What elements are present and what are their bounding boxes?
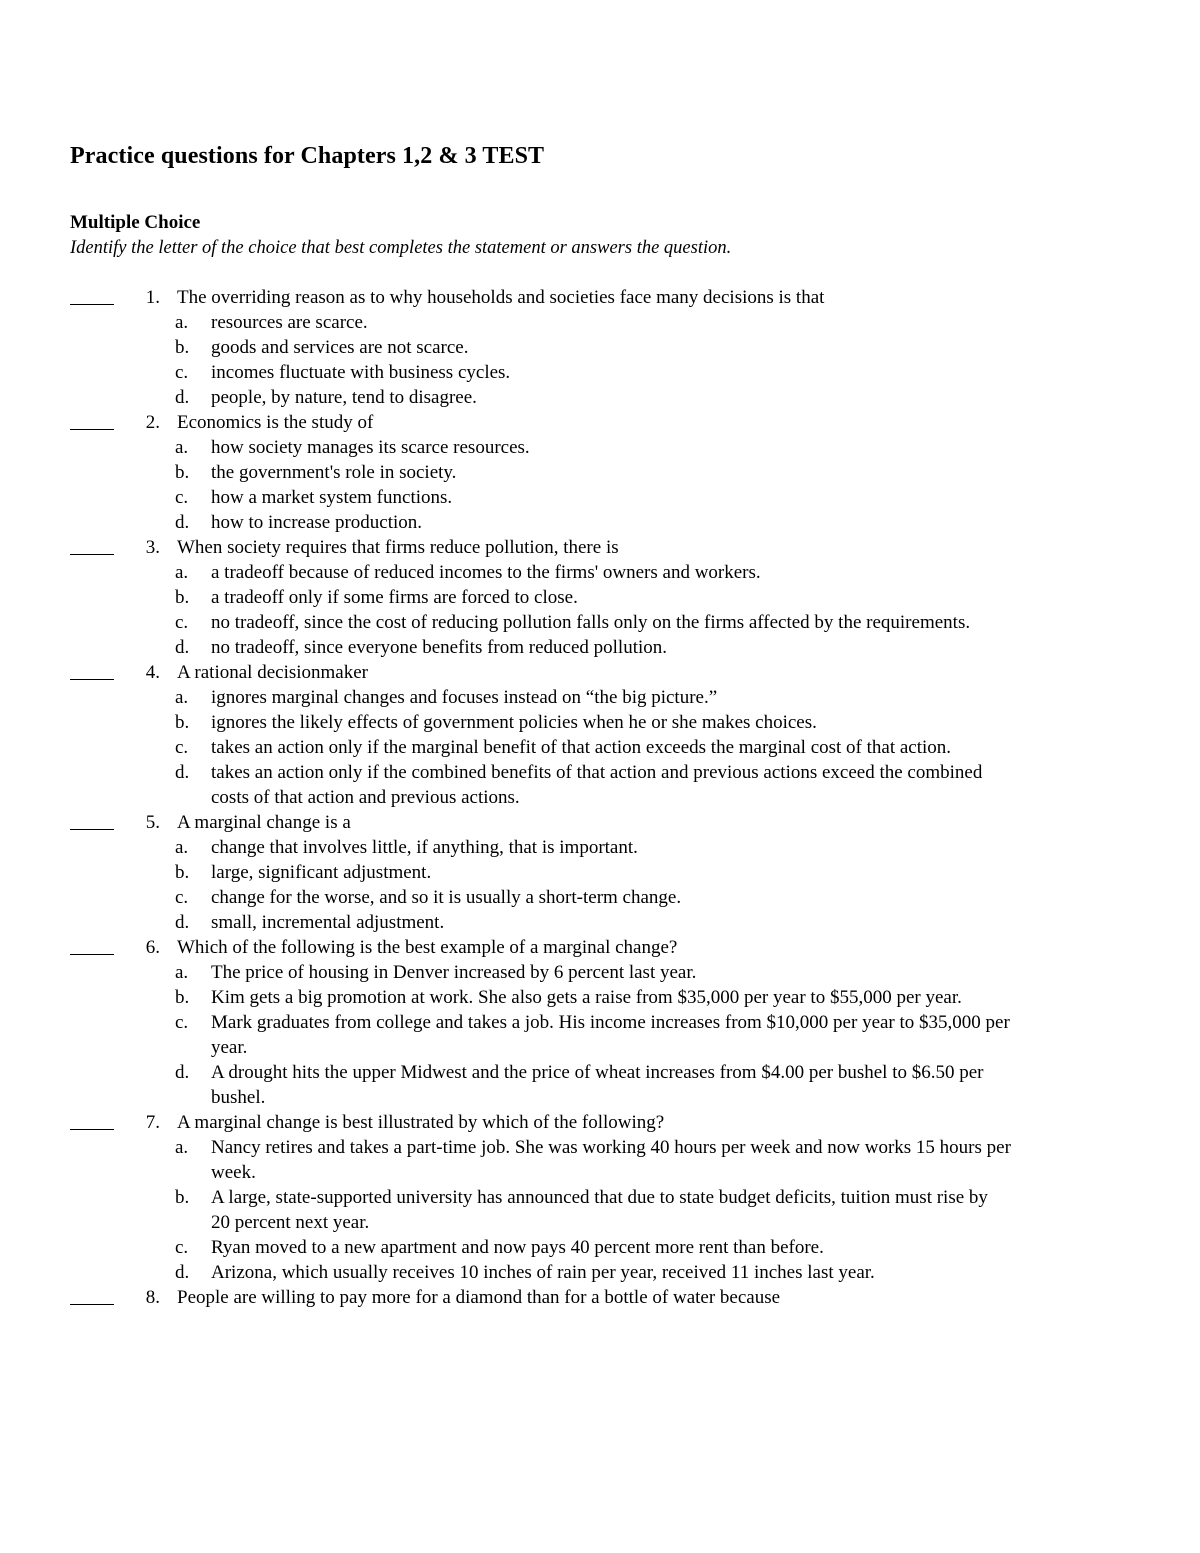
question-line: [0, 410, 1200, 435]
question-stem: Which of the following is the best example of a marginal change?: [177, 937, 678, 958]
option-text: the government's role in society.: [211, 462, 457, 483]
option-text: takes an action only if the marginal benefit of that action exceeds the marginal cost of that action.: [211, 737, 952, 758]
answer-option: [0, 385, 1200, 410]
question-line: [0, 935, 1200, 960]
question-number: 3.: [145, 537, 160, 558]
answer-option: [0, 485, 1200, 510]
question-5: [0, 810, 1200, 935]
answer-blank[interactable]: [70, 1129, 114, 1130]
answer-option: [0, 435, 1200, 460]
answer-option: [0, 635, 1200, 660]
option-letter: c.: [175, 737, 189, 758]
option-letter: b.: [175, 1187, 190, 1208]
section-heading: Multiple Choice: [70, 212, 201, 233]
question-number: 8.: [145, 1287, 160, 1308]
question-stem: People are willing to pay more for a diamond than for a bottle of water because: [177, 1287, 781, 1308]
answer-option: [0, 560, 1200, 585]
answer-option: [0, 1010, 1200, 1060]
answer-option: [0, 835, 1200, 860]
option-letter: c.: [175, 1237, 189, 1258]
question-7: [0, 1110, 1200, 1285]
option-text: Mark graduates from college and takes a job. His income increases from $10,000 per year to $35,000 per year.: [211, 1012, 1010, 1058]
option-letter: b.: [175, 862, 190, 883]
question-line: [0, 810, 1200, 835]
answer-option: [0, 1060, 1200, 1110]
question-line: [0, 1285, 1200, 1310]
question-number: 2.: [145, 412, 160, 433]
option-letter: b.: [175, 337, 190, 358]
option-text: a tradeoff because of reduced incomes to the firms' owners and workers.: [211, 562, 761, 583]
question-8: [0, 1285, 1200, 1310]
answer-option: [0, 1260, 1200, 1285]
answer-option: [0, 860, 1200, 885]
answer-option: [0, 460, 1200, 485]
option-text: Kim gets a big promotion at work. She also gets a raise from $35,000 per year to $55,000 per year.: [211, 987, 962, 1008]
question-2: [0, 410, 1200, 535]
option-text: change for the worse, and so it is usually a short-term change.: [211, 887, 682, 908]
option-letter: c.: [175, 887, 189, 908]
question-number: 7.: [145, 1112, 160, 1133]
question-3: [0, 535, 1200, 660]
option-text: no tradeoff, since everyone benefits from reduced pollution.: [211, 637, 668, 658]
question-line: [0, 535, 1200, 560]
question-line: [0, 660, 1200, 685]
option-letter: d.: [175, 912, 190, 933]
option-letter: b.: [175, 712, 190, 733]
option-letter: d.: [175, 1262, 190, 1283]
instructions: Identify the letter of the choice that best completes the statement or answers the question.: [70, 238, 732, 258]
question-stem: When society requires that firms reduce pollution, there is: [177, 537, 619, 558]
question-number: 6.: [145, 937, 160, 958]
option-text: goods and services are not scarce.: [211, 337, 469, 358]
option-letter: b.: [175, 987, 190, 1008]
question-list: [0, 285, 1200, 1310]
option-letter: d.: [175, 387, 190, 408]
answer-option: [0, 735, 1200, 760]
option-text: incomes fluctuate with business cycles.: [211, 362, 511, 383]
option-letter: d.: [175, 762, 190, 783]
answer-option: [0, 885, 1200, 910]
answer-blank[interactable]: [70, 829, 114, 830]
answer-option: [0, 985, 1200, 1010]
question-stem: Economics is the study of: [177, 412, 374, 433]
option-letter: d.: [175, 512, 190, 533]
option-text: ignores marginal changes and focuses instead on “the big picture.”: [211, 687, 718, 708]
question-stem: A marginal change is a: [177, 812, 351, 833]
option-letter: a.: [175, 562, 189, 583]
answer-blank[interactable]: [70, 679, 114, 680]
option-text: The price of housing in Denver increased by 6 percent last year.: [211, 962, 697, 983]
question-stem: A rational decisionmaker: [177, 662, 368, 683]
option-letter: a.: [175, 837, 189, 858]
question-4: [0, 660, 1200, 810]
answer-option: [0, 1135, 1200, 1185]
answer-option: [0, 510, 1200, 535]
question-number: 1.: [145, 287, 160, 308]
option-letter: d.: [175, 637, 190, 658]
answer-blank[interactable]: [70, 429, 114, 430]
question-stem: The overriding reason as to why households and societies face many decisions is that: [177, 287, 825, 308]
answer-option: [0, 710, 1200, 735]
answer-blank[interactable]: [70, 304, 114, 305]
question-number: 4.: [145, 662, 160, 683]
option-letter: c.: [175, 362, 189, 383]
option-text: Nancy retires and takes a part-time job. She was working 40 hours per week and now works 15 hours per week.: [211, 1137, 1011, 1183]
option-letter: a.: [175, 1137, 189, 1158]
option-text: change that involves little, if anything, that is important.: [211, 837, 638, 858]
option-letter: d.: [175, 1062, 190, 1083]
option-text: people, by nature, tend to disagree.: [211, 387, 477, 408]
answer-blank[interactable]: [70, 1304, 114, 1305]
question-line: [0, 1110, 1200, 1135]
answer-blank[interactable]: [70, 954, 114, 955]
option-letter: b.: [175, 462, 190, 483]
option-text: how to increase production.: [211, 512, 423, 533]
answer-option: [0, 760, 1200, 810]
answer-option: [0, 310, 1200, 335]
option-text: a tradeoff only if some firms are forced to close.: [211, 587, 578, 608]
answer-option: [0, 1235, 1200, 1260]
question-6: [0, 935, 1200, 1110]
option-text: small, incremental adjustment.: [211, 912, 445, 933]
option-text: Ryan moved to a new apartment and now pays 40 percent more rent than before.: [211, 1237, 824, 1258]
option-letter: a.: [175, 437, 189, 458]
document-title: Practice questions for Chapters 1,2 & 3 TEST: [70, 143, 545, 169]
question-stem: A marginal change is best illustrated by which of the following?: [177, 1112, 665, 1133]
question-line: [0, 285, 1200, 310]
option-letter: a.: [175, 687, 189, 708]
answer-option: [0, 960, 1200, 985]
option-letter: a.: [175, 962, 189, 983]
option-text: large, significant adjustment.: [211, 862, 432, 883]
option-letter: b.: [175, 587, 190, 608]
option-text: takes an action only if the combined benefits of that action and previous actions exceed the combined costs of that action and previous actions.: [211, 762, 983, 808]
answer-option: [0, 685, 1200, 710]
answer-option: [0, 360, 1200, 385]
option-text: no tradeoff, since the cost of reducing pollution falls only on the firms affected by the requirements.: [211, 612, 971, 633]
option-text: how a market system functions.: [211, 487, 453, 508]
answer-option: [0, 1185, 1200, 1235]
option-letter: c.: [175, 1012, 189, 1033]
option-text: ignores the likely effects of government policies when he or she makes choices.: [211, 712, 817, 733]
answer-option: [0, 610, 1200, 635]
answer-option: [0, 910, 1200, 935]
option-text: A drought hits the upper Midwest and the price of wheat increases from $4.00 per bushel to $6.50 per bushel.: [211, 1062, 984, 1108]
option-letter: c.: [175, 487, 189, 508]
option-letter: c.: [175, 612, 189, 633]
question-number: 5.: [145, 812, 160, 833]
answer-blank[interactable]: [70, 554, 114, 555]
option-text: Arizona, which usually receives 10 inches of rain per year, received 11 inches last year.: [211, 1262, 875, 1283]
answer-option: [0, 335, 1200, 360]
option-letter: a.: [175, 312, 189, 333]
question-1: [0, 285, 1200, 410]
answer-option: [0, 585, 1200, 610]
option-text: resources are scarce.: [211, 312, 368, 333]
option-text: A large, state-supported university has announced that due to state budget deficits, tuition must rise by 20 percent next year.: [211, 1187, 988, 1233]
option-text: how society manages its scarce resources.: [211, 437, 530, 458]
